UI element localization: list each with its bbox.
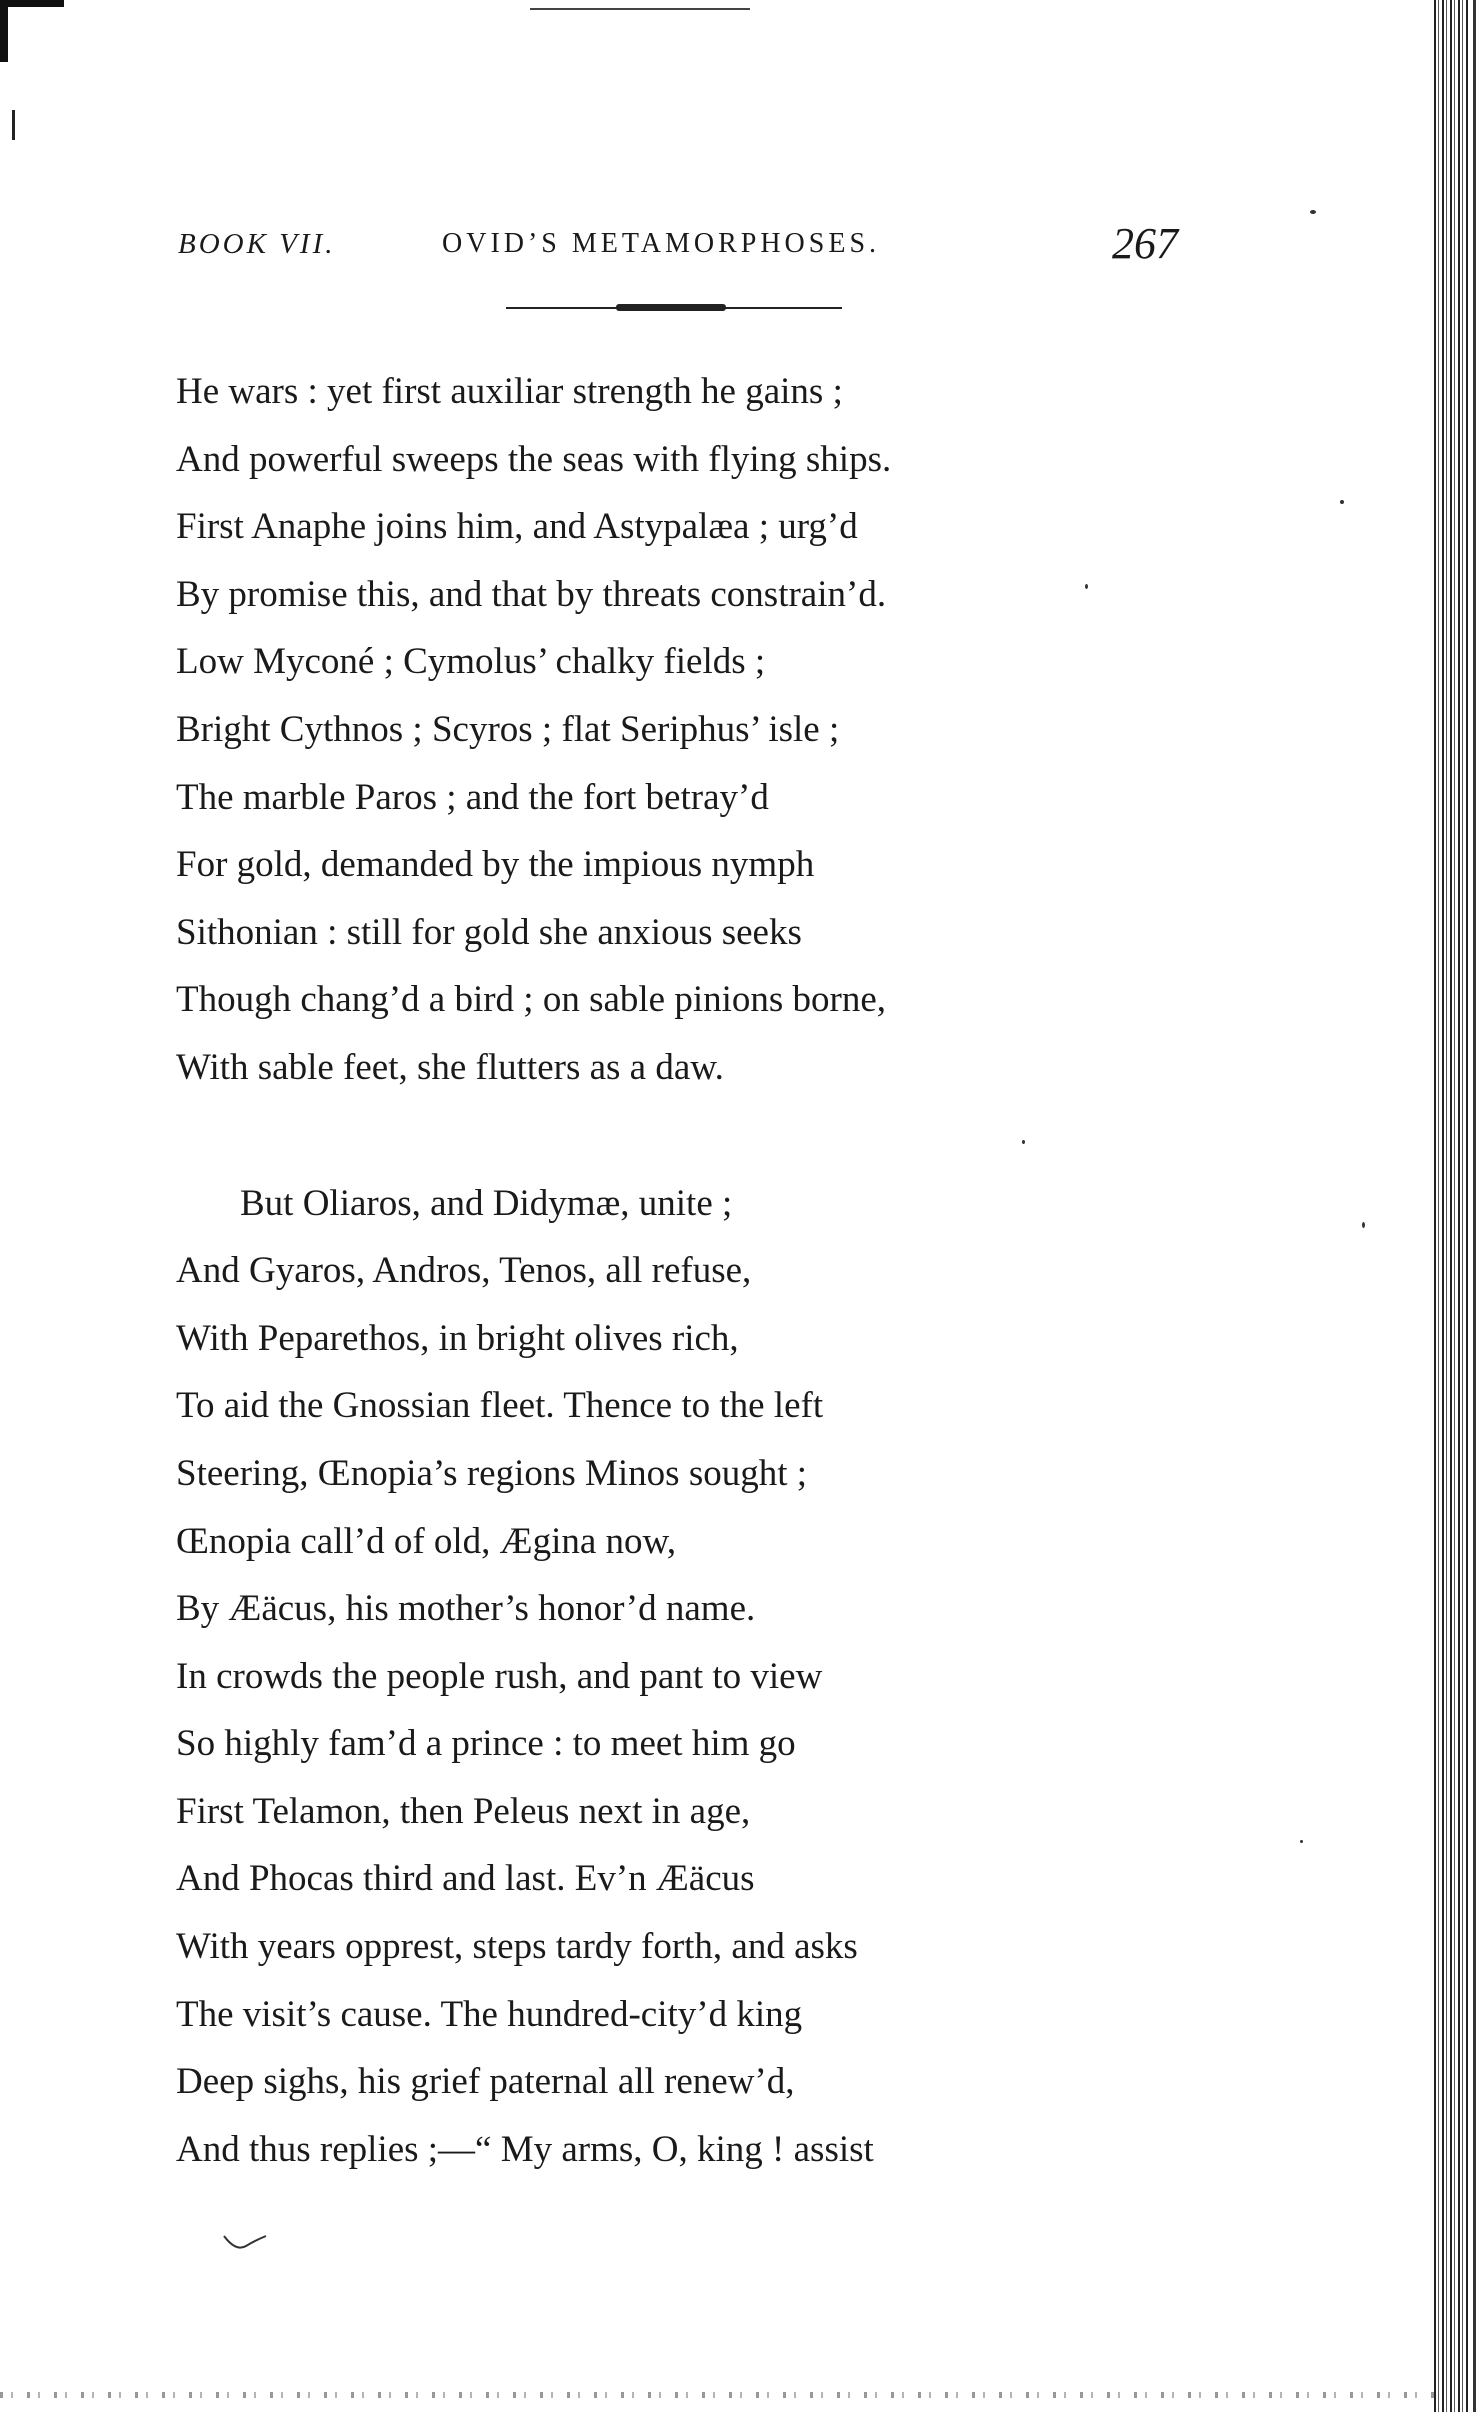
scan-speck bbox=[1340, 500, 1344, 504]
verse-line: The visit’s cause. The hundred-city’d king bbox=[176, 1993, 803, 2035]
running-head bbox=[0, 219, 1484, 272]
verse-line: By Æäcus, his mother’s honor’d name. bbox=[176, 1588, 756, 1630]
scan-speck bbox=[1310, 210, 1316, 214]
verse-line: By promise this, and that by threats constrain’d. bbox=[176, 573, 887, 615]
verse-line: Bright Cythnos ; Scyros ; flat Seriphus’ isle ; bbox=[176, 708, 840, 750]
margin-mark bbox=[12, 110, 15, 140]
page-number: 267 bbox=[1112, 219, 1178, 268]
scan-speck bbox=[1022, 1140, 1025, 1144]
verse-line: And Gyaros, Andros, Tenos, all refuse, bbox=[176, 1250, 752, 1292]
stanza-2 bbox=[176, 1170, 1176, 2184]
verse-line: Though chang’d a bird ; on sable pinions borne, bbox=[176, 979, 887, 1021]
stanza-1 bbox=[176, 358, 1176, 1102]
verse-line: With sable feet, she flutters as a daw. bbox=[176, 1046, 724, 1088]
printer-corner-mark-horizontal bbox=[0, 0, 64, 7]
verse-line: To aid the Gnossian fleet. Thence to the left bbox=[176, 1385, 824, 1427]
bottom-edge-speckles bbox=[0, 2392, 1440, 2398]
binding-edge-lines bbox=[1434, 0, 1468, 2412]
book-label: BOOK VII. bbox=[178, 228, 336, 260]
ornament-thick-bar bbox=[616, 304, 726, 311]
verse-line: In crowds the people rush, and pant to view bbox=[176, 1655, 823, 1697]
work-title: OVID’S METAMORPHOSES. bbox=[442, 228, 881, 259]
binding-edge bbox=[1473, 0, 1476, 2412]
verse-line: Low Myconé ; Cymolus’ chalky fields ; bbox=[176, 641, 766, 683]
signature-mark bbox=[222, 2234, 268, 2254]
verse-line: Steering, Œnopia’s regions Minos sought ; bbox=[176, 1452, 808, 1494]
verse-line: And powerful sweeps the seas with flying ships. bbox=[176, 438, 892, 480]
verse-line: And Phocas third and last. Ev’n Æäcus bbox=[176, 1858, 755, 1900]
verse-body bbox=[176, 358, 1176, 2183]
top-rule bbox=[530, 8, 750, 10]
verse-line: With Peparethos, in bright olives rich, bbox=[176, 1317, 739, 1359]
verse-line: Sithonian : still for gold she anxious seeks bbox=[176, 911, 802, 953]
verse-line: The marble Paros ; and the fort betray’d bbox=[176, 776, 769, 818]
verse-line: First Telamon, then Peleus next in age, bbox=[176, 1790, 751, 1832]
verse-line: Deep sighs, his grief paternal all renew’d, bbox=[176, 2061, 795, 2103]
head-ornament-rule bbox=[506, 304, 842, 312]
verse-line: With years opprest, steps tardy forth, and asks bbox=[176, 1926, 858, 1968]
verse-line: So highly fam’d a prince : to meet him go bbox=[176, 1723, 796, 1765]
verse-line: He wars : yet first auxiliar strength he gains ; bbox=[176, 371, 843, 412]
printer-corner-mark-vertical bbox=[0, 0, 8, 62]
verse-line: But Oliaros, and Didymæ, unite ; bbox=[240, 1182, 733, 1224]
scan-speck bbox=[1362, 1222, 1365, 1228]
verse-line: First Anaphe joins him, and Astypalæa ; urg’d bbox=[176, 506, 858, 548]
scan-speck bbox=[1300, 1840, 1303, 1843]
verse-line: Œnopia call’d of old, Ægina now, bbox=[176, 1520, 677, 1562]
scan-speck bbox=[1085, 584, 1088, 589]
verse-line: And thus replies ;—“ My arms, O, king ! assist bbox=[176, 2128, 874, 2170]
verse-line: For gold, demanded by the impious nymph bbox=[176, 844, 815, 886]
